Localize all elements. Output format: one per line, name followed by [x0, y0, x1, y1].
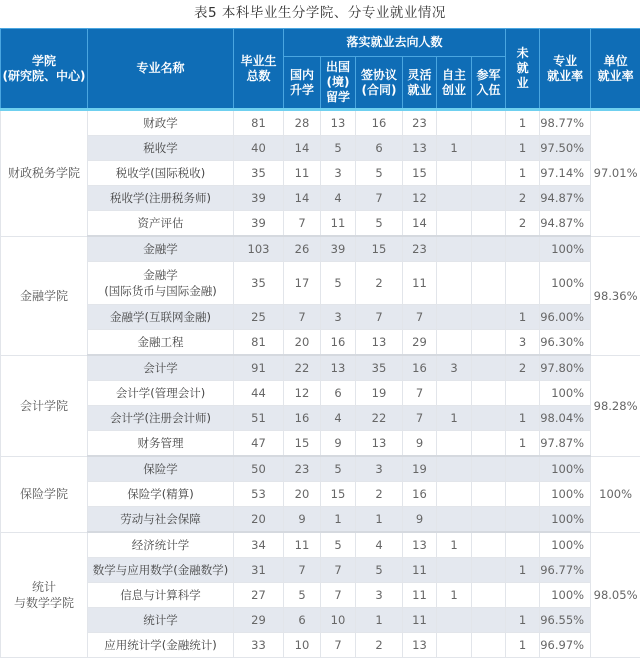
total-cell: 40 — [234, 136, 284, 161]
flexible-cell: 16 — [403, 482, 437, 507]
table-row — [1, 262, 640, 305]
contract-cell: 35 — [356, 355, 403, 381]
military-cell — [472, 330, 506, 356]
military-cell — [472, 136, 506, 161]
abroad-cell: 13 — [321, 110, 356, 136]
unemployed-cell: 3 — [506, 330, 540, 356]
total-cell: 44 — [234, 381, 284, 406]
major-rate-cell: 96.55% — [540, 608, 591, 633]
total-cell: 29 — [234, 608, 284, 633]
flexible-cell: 16 — [403, 355, 437, 381]
total-cell: 103 — [234, 236, 284, 262]
selfemp-cell: 1 — [437, 532, 472, 558]
military-cell — [472, 262, 506, 305]
unemployed-cell — [506, 262, 540, 305]
header-college: 学院 (研究院、中心) — [1, 29, 88, 110]
flexible-cell: 23 — [403, 110, 437, 136]
major-cell: 资产评估 — [88, 211, 234, 237]
header-destination-group: 落实就业去向人数 — [284, 29, 506, 57]
contract-cell: 7 — [356, 305, 403, 330]
total-cell: 51 — [234, 406, 284, 431]
major-cell: 会计学(管理会计) — [88, 381, 234, 406]
selfemp-cell — [437, 431, 472, 457]
abroad-cell: 5 — [321, 262, 356, 305]
military-cell — [472, 482, 506, 507]
college-cell: 财政税务学院 — [1, 110, 88, 237]
domestic-cell: 11 — [284, 532, 321, 558]
total-cell: 33 — [234, 633, 284, 658]
unemployed-cell: 2 — [506, 211, 540, 237]
table-row — [1, 608, 640, 633]
table-title: 表5 本科毕业生分学院、分专业就业情况 — [194, 5, 446, 21]
domestic-cell: 16 — [284, 406, 321, 431]
major-rate-cell: 96.30% — [540, 330, 591, 356]
table-row — [1, 406, 640, 431]
unemployed-cell: 1 — [506, 136, 540, 161]
flexible-cell: 9 — [403, 431, 437, 457]
flexible-cell: 9 — [403, 507, 437, 533]
major-cell: 税收学 — [88, 136, 234, 161]
abroad-cell: 7 — [321, 583, 356, 608]
major-cell: 经济统计学 — [88, 532, 234, 558]
military-cell — [472, 110, 506, 136]
table-row — [1, 381, 640, 406]
major-cell: 信息与计算科学 — [88, 583, 234, 608]
military-cell — [472, 381, 506, 406]
table-header — [1, 29, 640, 110]
abroad-cell: 39 — [321, 236, 356, 262]
military-cell — [472, 355, 506, 381]
military-cell — [472, 186, 506, 211]
table-row — [1, 583, 640, 608]
contract-cell: 2 — [356, 482, 403, 507]
major-cell: 保险学(精算) — [88, 482, 234, 507]
table-row — [1, 305, 640, 330]
flexible-cell: 13 — [403, 633, 437, 658]
major-rate-cell: 94.87% — [540, 186, 591, 211]
flexible-cell: 23 — [403, 236, 437, 262]
contract-cell: 3 — [356, 456, 403, 482]
major-rate-cell: 96.77% — [540, 558, 591, 583]
military-cell — [472, 161, 506, 186]
table-row — [1, 482, 640, 507]
selfemp-cell: 1 — [437, 136, 472, 161]
military-cell — [472, 236, 506, 262]
total-cell: 25 — [234, 305, 284, 330]
total-cell: 35 — [234, 161, 284, 186]
unit-rate-cell: 98.05% — [591, 532, 640, 658]
abroad-cell: 3 — [321, 305, 356, 330]
contract-cell: 5 — [356, 558, 403, 583]
contract-cell: 15 — [356, 236, 403, 262]
major-rate-cell: 100% — [540, 381, 591, 406]
abroad-cell: 13 — [321, 355, 356, 381]
header-unit-rate: 单位 就业率 — [591, 29, 640, 110]
table-row — [1, 507, 640, 533]
unemployed-cell: 1 — [506, 110, 540, 136]
contract-cell: 16 — [356, 110, 403, 136]
major-cell: 数学与应用数学(金融数学) — [88, 558, 234, 583]
major-rate-cell: 100% — [540, 262, 591, 305]
total-cell: 35 — [234, 262, 284, 305]
military-cell — [472, 608, 506, 633]
total-cell: 50 — [234, 456, 284, 482]
table-row — [1, 355, 640, 381]
unemployed-cell: 1 — [506, 558, 540, 583]
selfemp-cell: 1 — [437, 406, 472, 431]
abroad-cell: 5 — [321, 136, 356, 161]
header-major: 专业名称 — [88, 29, 234, 110]
unemployed-cell — [506, 482, 540, 507]
flexible-cell: 13 — [403, 136, 437, 161]
major-cell: 金融工程 — [88, 330, 234, 356]
selfemp-cell — [437, 330, 472, 356]
total-cell: 39 — [234, 186, 284, 211]
header-flexible: 灵活 就业 — [403, 57, 437, 110]
college-cell: 金融学院 — [1, 236, 88, 355]
contract-cell: 5 — [356, 161, 403, 186]
selfemp-cell — [437, 110, 472, 136]
header-contract: 签协议 (合同) — [356, 57, 403, 110]
selfemp-cell — [437, 608, 472, 633]
domestic-cell: 7 — [284, 558, 321, 583]
total-cell: 53 — [234, 482, 284, 507]
flexible-cell: 11 — [403, 608, 437, 633]
table-row — [1, 186, 640, 211]
major-rate-cell: 98.77% — [540, 110, 591, 136]
unemployed-cell — [506, 236, 540, 262]
unemployed-cell: 1 — [506, 608, 540, 633]
unit-rate-cell: 100% — [591, 456, 640, 532]
total-cell: 27 — [234, 583, 284, 608]
abroad-cell: 1 — [321, 507, 356, 533]
domestic-cell: 20 — [284, 482, 321, 507]
domestic-cell: 12 — [284, 381, 321, 406]
abroad-cell: 9 — [321, 431, 356, 457]
unit-rate-cell: 98.36% — [591, 236, 640, 355]
unemployed-cell — [506, 532, 540, 558]
selfemp-cell: 1 — [437, 583, 472, 608]
table-row — [1, 633, 640, 658]
selfemp-cell — [437, 161, 472, 186]
unit-rate-cell: 98.28% — [591, 355, 640, 456]
selfemp-cell — [437, 236, 472, 262]
major-rate-cell: 100% — [540, 236, 591, 262]
table-row — [1, 330, 640, 356]
table-row — [1, 110, 640, 136]
table-row — [1, 532, 640, 558]
table-row — [1, 211, 640, 237]
unemployed-cell: 1 — [506, 161, 540, 186]
major-rate-cell: 98.04% — [540, 406, 591, 431]
domestic-cell: 15 — [284, 431, 321, 457]
contract-cell: 4 — [356, 532, 403, 558]
abroad-cell: 4 — [321, 406, 356, 431]
unemployed-cell — [506, 456, 540, 482]
abroad-cell: 11 — [321, 211, 356, 237]
domestic-cell: 11 — [284, 161, 321, 186]
table-row — [1, 431, 640, 457]
major-cell: 保险学 — [88, 456, 234, 482]
domestic-cell: 6 — [284, 608, 321, 633]
abroad-cell: 5 — [321, 532, 356, 558]
unemployed-cell: 2 — [506, 186, 540, 211]
domestic-cell: 26 — [284, 236, 321, 262]
domestic-cell: 20 — [284, 330, 321, 356]
selfemp-cell — [437, 633, 472, 658]
header-domestic-study: 国内 升学 — [284, 57, 321, 110]
domestic-cell: 14 — [284, 186, 321, 211]
table-row — [1, 236, 640, 262]
major-cell: 税收学(国际税收) — [88, 161, 234, 186]
domestic-cell: 7 — [284, 305, 321, 330]
domestic-cell: 22 — [284, 355, 321, 381]
major-rate-cell: 97.50% — [540, 136, 591, 161]
contract-cell: 1 — [356, 608, 403, 633]
college-cell: 统计 与数学学院 — [1, 532, 88, 658]
domestic-cell: 7 — [284, 211, 321, 237]
abroad-cell: 15 — [321, 482, 356, 507]
selfemp-cell — [437, 305, 472, 330]
major-rate-cell: 96.00% — [540, 305, 591, 330]
unemployed-cell: 2 — [506, 355, 540, 381]
major-rate-cell: 94.87% — [540, 211, 591, 237]
major-cell: 金融学 (国际货币与国际金融) — [88, 262, 234, 305]
major-rate-cell: 100% — [540, 583, 591, 608]
military-cell — [472, 633, 506, 658]
major-cell: 金融学 — [88, 236, 234, 262]
unemployed-cell — [506, 507, 540, 533]
flexible-cell: 7 — [403, 381, 437, 406]
header-major-rate: 专业 就业率 — [540, 29, 591, 110]
flexible-cell: 7 — [403, 305, 437, 330]
college-cell: 保险学院 — [1, 456, 88, 532]
contract-cell: 13 — [356, 330, 403, 356]
table-row — [1, 161, 640, 186]
military-cell — [472, 507, 506, 533]
selfemp-cell — [437, 507, 472, 533]
major-cell: 财务管理 — [88, 431, 234, 457]
unemployed-cell — [506, 583, 540, 608]
employment-table — [0, 28, 640, 658]
unemployed-cell: 1 — [506, 305, 540, 330]
selfemp-cell — [437, 482, 472, 507]
total-cell: 91 — [234, 355, 284, 381]
table-row — [1, 558, 640, 583]
unemployed-cell: 1 — [506, 633, 540, 658]
selfemp-cell — [437, 381, 472, 406]
domestic-cell: 10 — [284, 633, 321, 658]
contract-cell: 5 — [356, 211, 403, 237]
flexible-cell: 11 — [403, 583, 437, 608]
abroad-cell: 6 — [321, 381, 356, 406]
unemployed-cell: 1 — [506, 406, 540, 431]
military-cell — [472, 583, 506, 608]
table-row — [1, 456, 640, 482]
flexible-cell: 11 — [403, 262, 437, 305]
unemployed-cell — [506, 381, 540, 406]
major-rate-cell: 97.80% — [540, 355, 591, 381]
total-cell: 39 — [234, 211, 284, 237]
major-cell: 会计学 — [88, 355, 234, 381]
unemployed-cell: 1 — [506, 431, 540, 457]
header-self-employed: 自主 创业 — [437, 57, 472, 110]
military-cell — [472, 532, 506, 558]
military-cell — [472, 558, 506, 583]
selfemp-cell — [437, 186, 472, 211]
contract-cell: 3 — [356, 583, 403, 608]
contract-cell: 13 — [356, 431, 403, 457]
major-cell: 会计学(注册会计师) — [88, 406, 234, 431]
major-cell: 金融学(互联网金融) — [88, 305, 234, 330]
abroad-cell: 7 — [321, 558, 356, 583]
major-rate-cell: 100% — [540, 507, 591, 533]
major-cell: 劳动与社会保障 — [88, 507, 234, 533]
selfemp-cell — [437, 456, 472, 482]
header-total: 毕业生 总数 — [234, 29, 284, 110]
selfemp-cell — [437, 558, 472, 583]
major-cell: 应用统计学(金融统计) — [88, 633, 234, 658]
contract-cell: 22 — [356, 406, 403, 431]
abroad-cell: 7 — [321, 633, 356, 658]
flexible-cell: 11 — [403, 558, 437, 583]
header-military: 参军 入伍 — [472, 57, 506, 110]
unit-rate-cell: 97.01% — [591, 110, 640, 237]
selfemp-cell: 3 — [437, 355, 472, 381]
military-cell — [472, 431, 506, 457]
total-cell: 31 — [234, 558, 284, 583]
domestic-cell: 28 — [284, 110, 321, 136]
major-cell: 财政学 — [88, 110, 234, 136]
major-rate-cell: 96.97% — [540, 633, 591, 658]
domestic-cell: 14 — [284, 136, 321, 161]
abroad-cell: 10 — [321, 608, 356, 633]
flexible-cell: 19 — [403, 456, 437, 482]
contract-cell: 19 — [356, 381, 403, 406]
abroad-cell: 16 — [321, 330, 356, 356]
total-cell: 20 — [234, 507, 284, 533]
flexible-cell: 14 — [403, 211, 437, 237]
domestic-cell: 17 — [284, 262, 321, 305]
selfemp-cell — [437, 211, 472, 237]
abroad-cell: 3 — [321, 161, 356, 186]
college-cell: 会计学院 — [1, 355, 88, 456]
major-rate-cell: 100% — [540, 532, 591, 558]
domestic-cell: 5 — [284, 583, 321, 608]
header-abroad-study: 出国 (境) 留学 — [321, 57, 356, 110]
military-cell — [472, 305, 506, 330]
table-row — [1, 136, 640, 161]
contract-cell: 2 — [356, 262, 403, 305]
major-rate-cell: 97.87% — [540, 431, 591, 457]
major-rate-cell: 97.14% — [540, 161, 591, 186]
major-cell: 统计学 — [88, 608, 234, 633]
selfemp-cell — [437, 262, 472, 305]
total-cell: 81 — [234, 330, 284, 356]
contract-cell: 7 — [356, 186, 403, 211]
total-cell: 34 — [234, 532, 284, 558]
table-body — [1, 110, 640, 658]
major-rate-cell: 100% — [540, 456, 591, 482]
abroad-cell: 5 — [321, 456, 356, 482]
contract-cell: 2 — [356, 633, 403, 658]
total-cell: 81 — [234, 110, 284, 136]
military-cell — [472, 211, 506, 237]
major-cell: 税收学(注册税务师) — [88, 186, 234, 211]
header-unemployed: 未 就 业 — [506, 29, 540, 110]
domestic-cell: 23 — [284, 456, 321, 482]
domestic-cell: 9 — [284, 507, 321, 533]
major-rate-cell: 100% — [540, 482, 591, 507]
flexible-cell: 7 — [403, 406, 437, 431]
contract-cell: 6 — [356, 136, 403, 161]
contract-cell: 1 — [356, 507, 403, 533]
flexible-cell: 13 — [403, 532, 437, 558]
flexible-cell: 12 — [403, 186, 437, 211]
military-cell — [472, 406, 506, 431]
flexible-cell: 29 — [403, 330, 437, 356]
total-cell: 47 — [234, 431, 284, 457]
abroad-cell: 4 — [321, 186, 356, 211]
military-cell — [472, 456, 506, 482]
flexible-cell: 15 — [403, 161, 437, 186]
